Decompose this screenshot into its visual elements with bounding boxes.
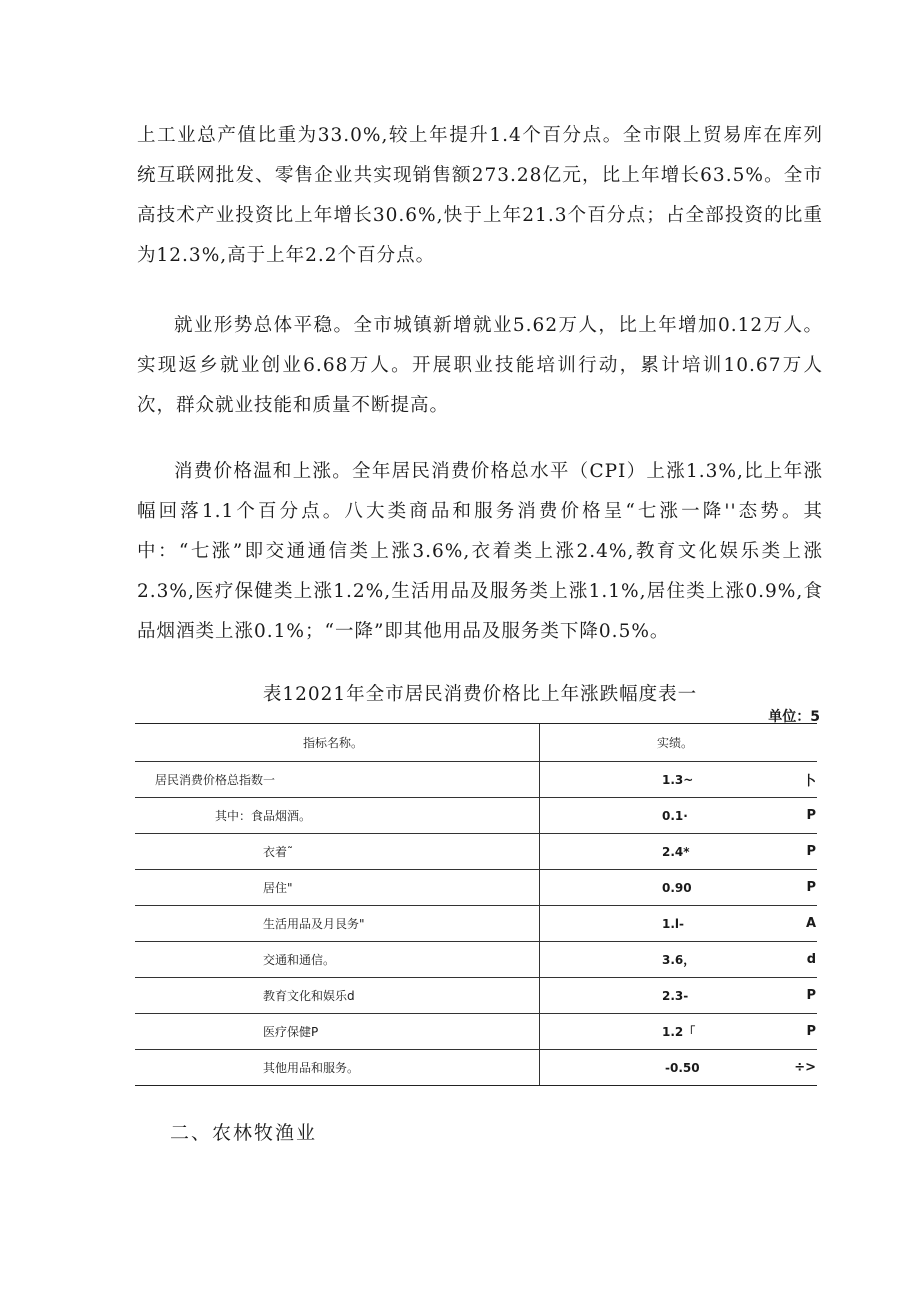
column-divider xyxy=(539,1014,540,1049)
row-name: 其他用品和服务。 xyxy=(263,1061,360,1075)
table-unit: 单位：5 xyxy=(768,709,820,725)
row-name: 居住" xyxy=(263,881,293,895)
row-value: 2.3- xyxy=(662,988,689,1003)
column-divider xyxy=(539,762,540,797)
column-divider xyxy=(539,870,540,905)
row-mark: d xyxy=(806,952,816,967)
table-header-row xyxy=(135,724,817,762)
paragraph-consumer-prices: 消费价格温和上涨。全年居民消费价格总水平（CPI）上涨1.3%,比上年涨幅回落1.1个百分点。八大类商品和服务消费价格呈“七涨一降''态势。其中：“七涨”即交通通信类上涨3.6%,衣着类上涨2.4%,教育文化娱乐类上涨2.3%,医疗保健类上涨1.2%,生活用品及服务类上涨1.1%,居住类上涨0.9%,食品烟酒类上涨0.1%；“一降”即其他用品及服务类下降0.5%。 xyxy=(137,461,823,642)
row-mark: A xyxy=(805,916,816,931)
row-value: 3.6， xyxy=(662,953,696,967)
column-divider xyxy=(539,1050,540,1085)
header-value: 实绩。 xyxy=(657,736,694,750)
column-divider xyxy=(539,906,540,941)
row-mark: P xyxy=(806,844,816,859)
section-heading-agriculture: 二、农林牧渔业 xyxy=(170,1122,318,1144)
row-value: 0.1· xyxy=(662,808,688,823)
table-row xyxy=(135,978,817,1014)
row-name: 其中：食品烟酒。 xyxy=(215,809,312,823)
column-divider xyxy=(539,798,540,833)
column-divider xyxy=(539,834,540,869)
table-row xyxy=(135,870,817,906)
row-value: -0.50 xyxy=(665,1060,700,1075)
row-value: 0.90 xyxy=(662,880,692,895)
paragraph-employment: 就业形势总体平稳。全市城镇新增就业5.62万人，比上年增加0.12万人。实现返乡就业创业6.68万人。开展职业技能培训行动，累计培训10.67万人次，群众就业技能和质量不断提高。 xyxy=(137,315,823,416)
row-value: 1.3~ xyxy=(662,772,694,787)
table-row xyxy=(135,762,817,798)
row-value: 2.4* xyxy=(662,844,690,859)
row-name: 医疗保健P xyxy=(263,1025,319,1039)
row-name: 衣着˜ xyxy=(263,845,294,859)
row-mark: P xyxy=(806,1024,816,1039)
row-name: 教育文化和娱乐d xyxy=(263,989,355,1003)
table-row xyxy=(135,942,817,978)
row-value: 1.2「 xyxy=(662,1025,696,1039)
row-mark: ÷> xyxy=(794,1060,816,1075)
row-value: 1.l- xyxy=(662,916,685,931)
column-divider xyxy=(539,724,540,761)
table-caption: 表12021年全市居民消费价格比上年涨跌幅度表一 xyxy=(262,684,698,705)
table-row xyxy=(135,834,817,870)
row-name: 居民消费价格总指数一 xyxy=(155,773,276,787)
cpi-table xyxy=(135,723,817,1086)
column-divider xyxy=(539,978,540,1013)
row-mark: P xyxy=(806,988,816,1003)
table-row xyxy=(135,1014,817,1050)
table-row xyxy=(135,906,817,942)
paragraph-industry: 上工业总产值比重为33.0%,较上年提升1.4个百分点。全市限上贸易库在库列统互联网批发、零售企业共实现销售额273.28亿元，比上年增长63.5%。全市高技术产业投资比上年增长30.6%,快于上年21.3个百分点；占全部投资的比重为12.3%,高于上年2.2个百分点。 xyxy=(137,125,823,266)
header-indicator-name: 指标名称。 xyxy=(303,736,364,750)
table-row xyxy=(135,798,817,834)
row-name: 交通和通信。 xyxy=(263,953,336,967)
row-mark: P xyxy=(806,880,816,895)
row-mark: P xyxy=(806,808,816,823)
row-mark: 卜 xyxy=(802,774,816,789)
column-divider xyxy=(539,942,540,977)
row-name: 生活用品及月艮务" xyxy=(263,917,365,931)
table-row xyxy=(135,1050,817,1085)
